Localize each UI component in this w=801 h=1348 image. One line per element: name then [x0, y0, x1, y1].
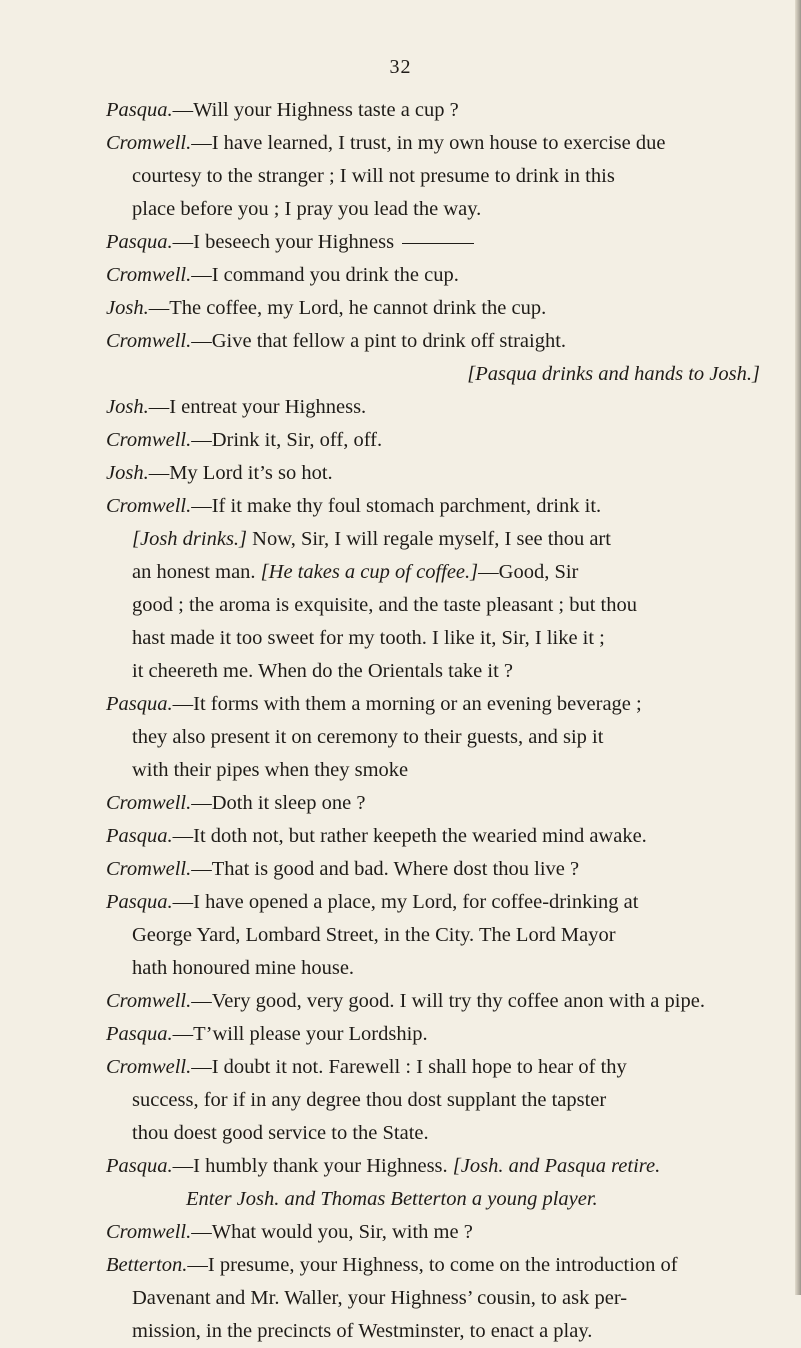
text-line — [106, 1150, 766, 1183]
line-text: mission, in the precincts of Westminster, to enact a play. — [132, 1320, 593, 1342]
line-text: —I command you drink the cup. — [191, 264, 459, 286]
speaker-name: Pasqua. — [106, 891, 173, 913]
speaker-name: Cromwell. — [106, 1221, 192, 1243]
line-text: hath honoured mine house. — [132, 957, 355, 979]
text-line — [106, 292, 766, 325]
speaker-name: Josh. — [106, 462, 149, 484]
page-number: 32 — [389, 56, 412, 78]
text-line — [106, 490, 766, 523]
line-text: —What would you, Sir, with me ? — [191, 1221, 473, 1243]
line-text: —The coffee, my Lord, he cannot drink the cup. — [148, 297, 547, 319]
line-text: —Drink it, Sir, off, off. — [191, 429, 383, 451]
text-line — [106, 1018, 766, 1051]
speaker-name: Betterton. — [106, 1254, 188, 1276]
text-line — [106, 94, 766, 127]
line-text: —My Lord it’s so hot. — [148, 462, 333, 484]
text-line — [106, 226, 766, 259]
text-line — [106, 1084, 766, 1117]
line-text: hast made it too sweet for my tooth. I like it, Sir, I like it ; — [132, 627, 605, 649]
line-text: —It forms with them a morning or an evening beverage ; — [172, 693, 642, 715]
stage-direction: Enter Josh. and Thomas Betterton a young player. — [186, 1188, 598, 1210]
line-text: —Will your Highness taste a cup ? — [172, 99, 459, 121]
speaker-name: Cromwell. — [106, 495, 192, 517]
speaker-name: Pasqua. — [106, 231, 173, 253]
speaker-name: Pasqua. — [106, 1155, 173, 1177]
speaker-name: Pasqua. — [106, 99, 173, 121]
text-line — [106, 1249, 766, 1282]
line-text: —I have learned, I trust, in my own house to exercise due — [191, 132, 666, 154]
text-line — [106, 325, 766, 358]
line-text: —That is good and bad. Where dost thou live ? — [191, 858, 580, 880]
text-line — [106, 1051, 766, 1084]
line-text: thou doest good service to the State. — [132, 1122, 429, 1144]
text-line — [106, 127, 766, 160]
line-text: courtesy to the stranger ; I will not presume to drink in this — [132, 165, 615, 187]
line-text: —I doubt it not. Farewell : I shall hope to hear of thy — [191, 1056, 627, 1078]
line-text: they also present it on ceremony to their guests, and sip it — [132, 726, 604, 748]
line-text: place before you ; I pray you lead the way. — [132, 198, 482, 220]
speaker-name: Josh. — [106, 297, 149, 319]
text-line — [106, 523, 766, 556]
text-line — [106, 622, 766, 655]
text-line — [106, 820, 766, 853]
speaker-name: Pasqua. — [106, 693, 173, 715]
speaker-name: Cromwell. — [106, 264, 192, 286]
text-line — [106, 556, 766, 589]
text-line — [106, 754, 766, 787]
stage-direction: [He takes a cup of coffee.] — [260, 561, 479, 583]
text-line — [106, 1183, 766, 1216]
line-text: good ; the aroma is exquisite, and the taste pleasant ; but thou — [132, 594, 637, 616]
text-line — [106, 1315, 766, 1348]
line-text: —Very good, very good. I will try thy coffee anon with a pipe. — [191, 990, 705, 1012]
line-text: —It doth not, but rather keepeth the wearied mind awake. — [172, 825, 647, 847]
speaker-name: Josh. — [106, 396, 149, 418]
text-line — [106, 193, 766, 226]
text-line — [106, 259, 766, 292]
stage-direction: [Josh drinks.] — [132, 528, 248, 550]
speaker-name: Cromwell. — [106, 1056, 192, 1078]
line-text: George Yard, Lombard Street, in the City. The Lord Mayor — [132, 924, 616, 946]
line-text: —If it make thy foul stomach parchment, drink it. — [191, 495, 602, 517]
stage-direction: [Josh. and Pasqua retire. — [452, 1155, 661, 1177]
text-line — [106, 160, 766, 193]
line-text: —I entreat your Highness. — [148, 396, 367, 418]
text-line — [106, 589, 766, 622]
speaker-name: Cromwell. — [106, 792, 192, 814]
text-line — [106, 787, 766, 820]
text-line — [106, 985, 766, 1018]
line-text: Davenant and Mr. Waller, your Highness’ cousin, to ask per- — [132, 1287, 628, 1309]
line-text: —I beseech your Highness — [172, 231, 395, 253]
text-line — [106, 391, 766, 424]
text-line — [106, 952, 766, 985]
line-text: an honest man. — [132, 561, 261, 583]
speaker-name: Cromwell. — [106, 990, 192, 1012]
text-line — [106, 655, 766, 688]
text-line — [106, 424, 766, 457]
line-text: it cheereth me. When do the Orientals take it ? — [132, 660, 514, 682]
line-text: —Doth it sleep one ? — [191, 792, 366, 814]
speaker-name: Cromwell. — [106, 858, 192, 880]
interruption-dash — [402, 243, 474, 244]
text-line — [106, 853, 766, 886]
line-text: with their pipes when they smoke — [132, 759, 409, 781]
line-text: —I humbly thank your Highness. — [172, 1155, 453, 1177]
text-line — [106, 721, 766, 754]
line-text: —I presume, your Highness, to come on the introduction of — [187, 1254, 678, 1276]
page-edge-shadow — [795, 0, 801, 1295]
stage-direction: [Pasqua drinks and hands to Josh.] — [467, 363, 760, 385]
text-line — [106, 919, 766, 952]
speaker-name: Pasqua. — [106, 1023, 173, 1045]
text-line — [106, 1282, 766, 1315]
speaker-name: Pasqua. — [106, 825, 173, 847]
dialogue-text — [106, 94, 766, 1348]
text-line — [106, 358, 766, 391]
line-text: —T’will please your Lordship. — [172, 1023, 428, 1045]
text-line — [106, 1216, 766, 1249]
speaker-name: Cromwell. — [106, 429, 192, 451]
text-line — [106, 688, 766, 721]
line-text: —Good, Sir — [478, 561, 579, 583]
line-text: —Give that fellow a pint to drink off straight. — [191, 330, 567, 352]
text-line — [106, 457, 766, 490]
line-text: —I have opened a place, my Lord, for coffee-drinking at — [172, 891, 639, 913]
speaker-name: Cromwell. — [106, 330, 192, 352]
text-line — [106, 1117, 766, 1150]
line-text: success, for if in any degree thou dost supplant the tapster — [132, 1089, 607, 1111]
speaker-name: Cromwell. — [106, 132, 192, 154]
line-text: Now, Sir, I will regale myself, I see thou art — [247, 528, 611, 550]
text-line — [106, 886, 766, 919]
